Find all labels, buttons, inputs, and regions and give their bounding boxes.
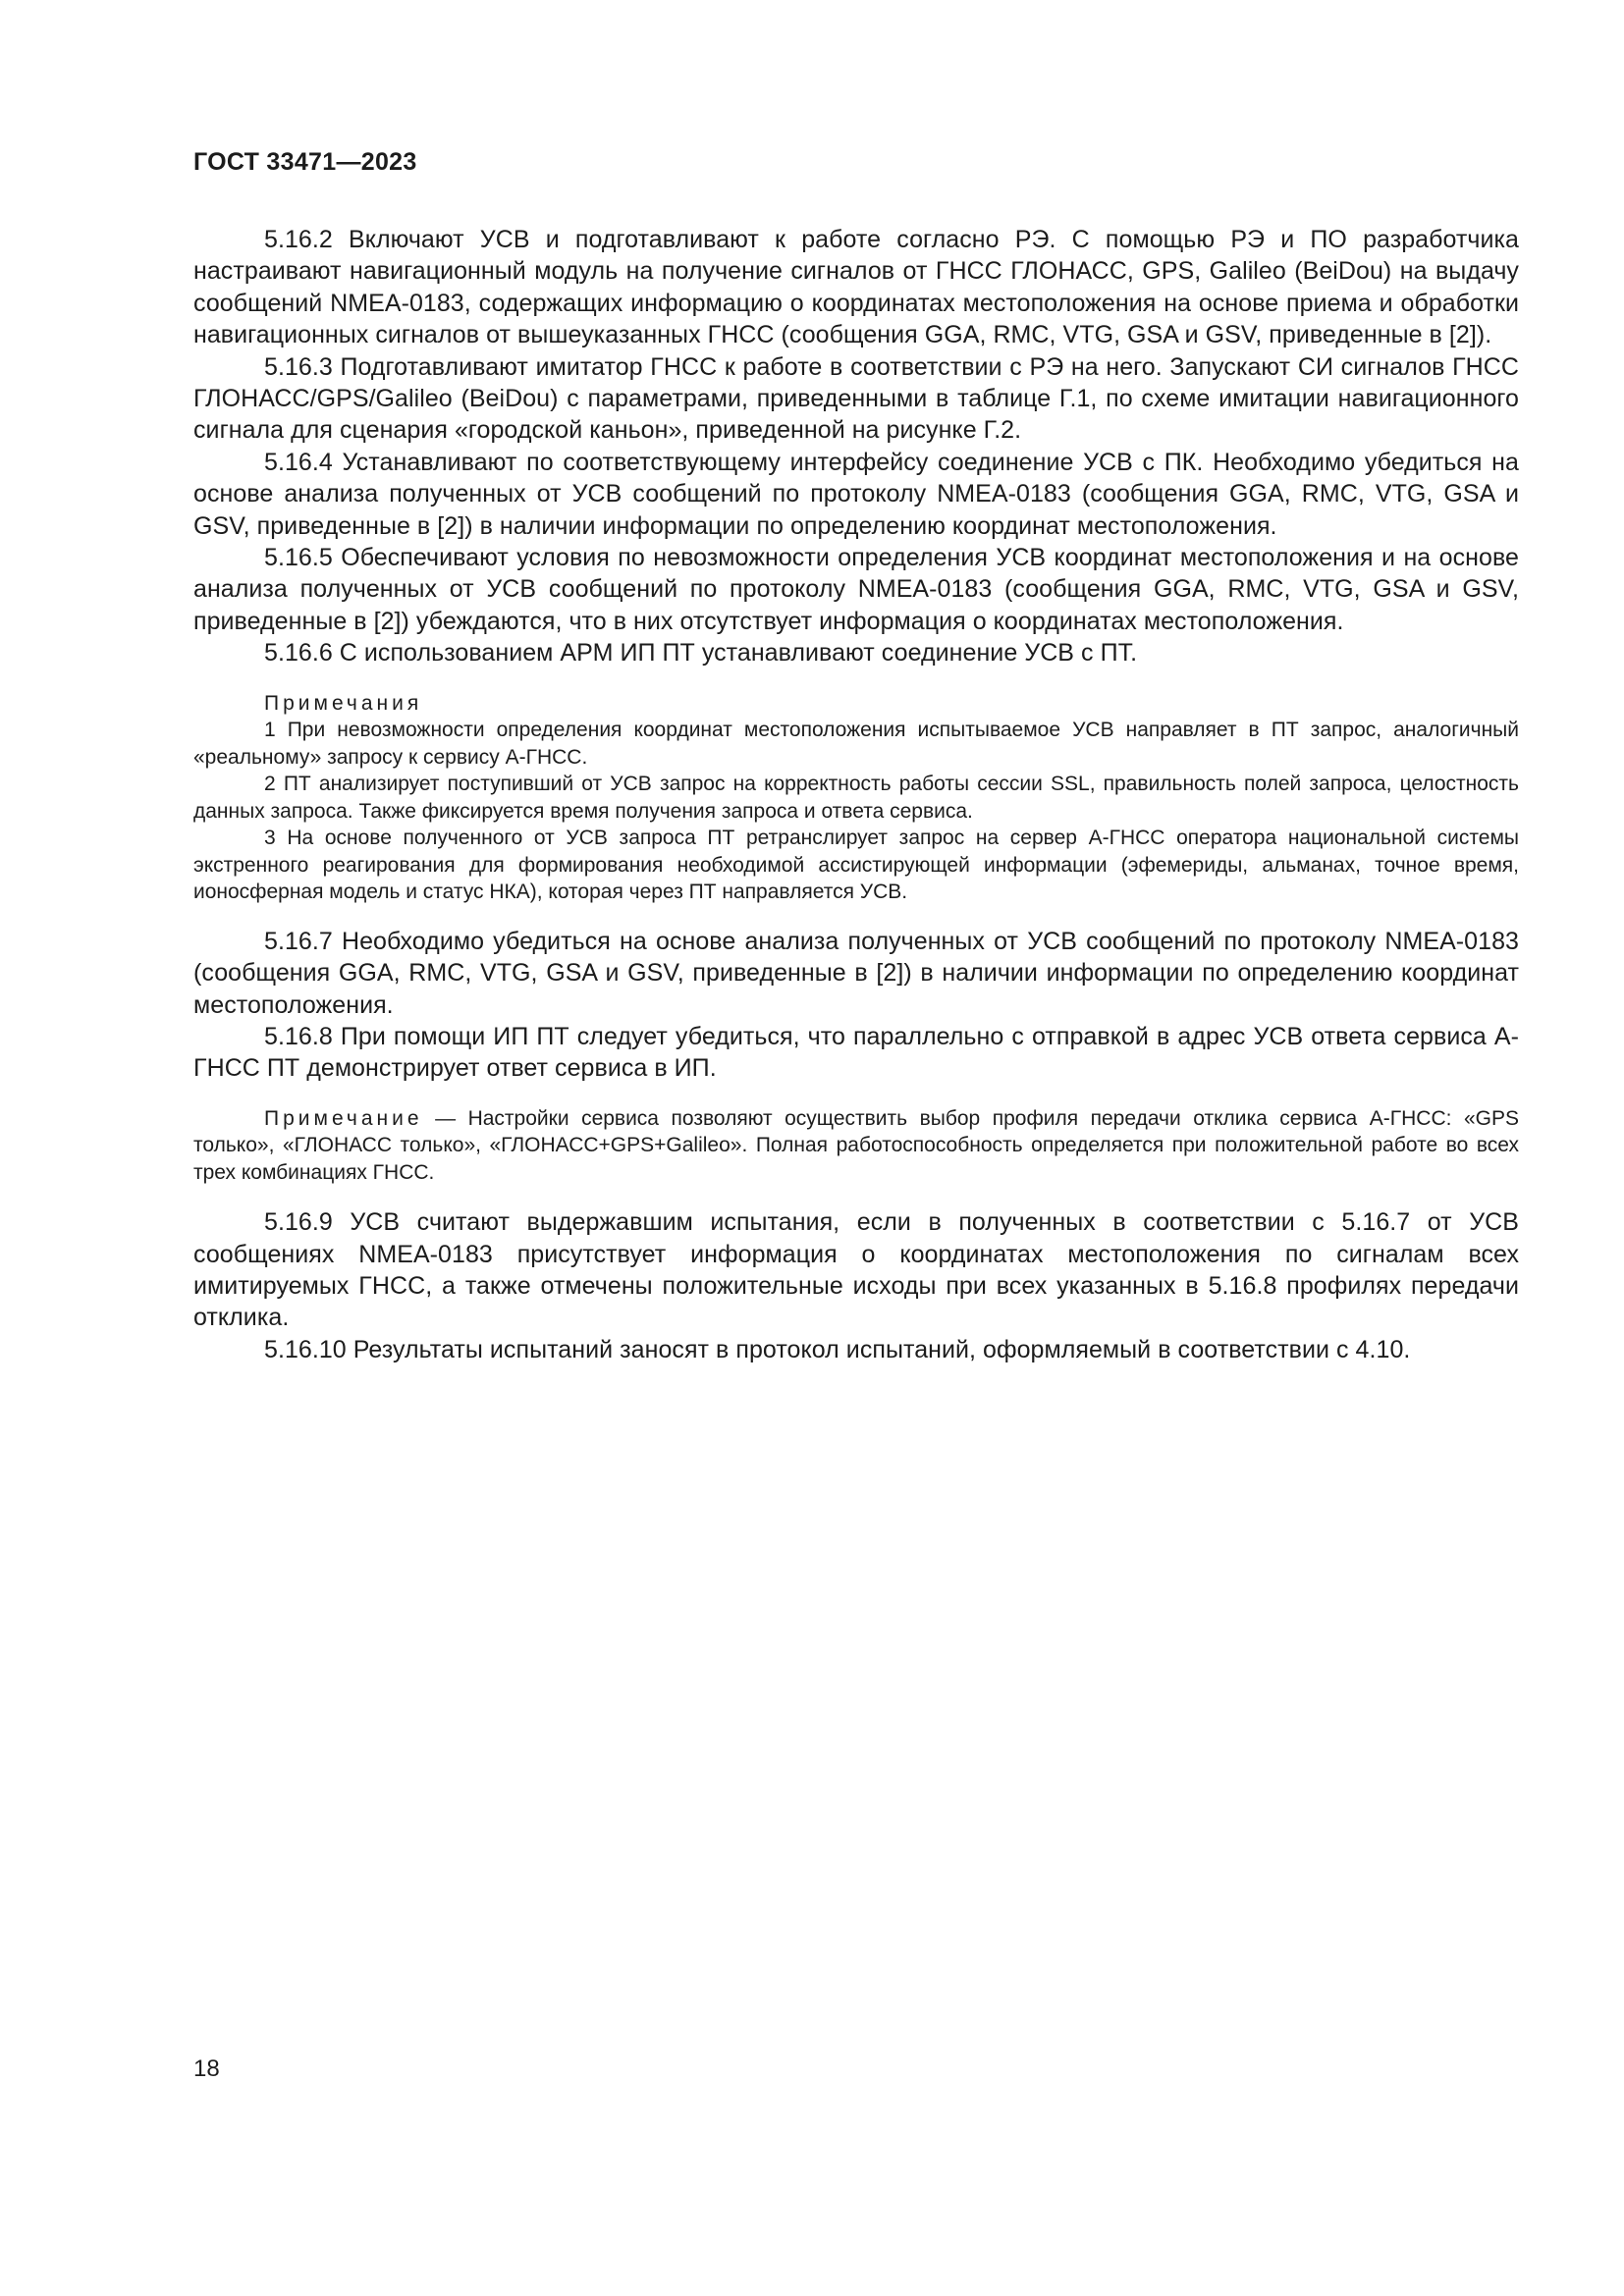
page-number: 18 bbox=[193, 2056, 220, 2082]
paragraph-5-16-8: 5.16.8 При помощи ИП ПТ следует убедиться, что параллельно с отправкой в адрес УСВ ответа сервиса А-ГНСС ПТ демонстрирует ответ сервиса в ИП. bbox=[193, 1022, 1519, 1083]
document-header: ГОСТ 33471—2023 bbox=[193, 148, 417, 176]
single-note-label: Примечание bbox=[264, 1106, 423, 1130]
paragraph-5-16-5: 5.16.5 Обеспечивают условия по невозможности определения УСВ координат местоположения и на основе анализа полученных от УСВ сообщений по протоколу NMEA-0183 (сообщения GGA, RMC, VTG, GSA и GSV, приведенные в [2]) убеждаются, что в них отсутствует информация о координатах местоположения. bbox=[193, 544, 1519, 635]
paragraph-5-16-4: 5.16.4 Устанавливают по соответствующему интерфейсу соединение УСВ с ПК. Необходимо убедиться на основе анализа полученных от УСВ сообщений по протоколу NMEA-0183 (сообщения GGA, RMC, VTG, GSA и GSV, приведенные в [2]) в наличии информации по определению координат местоположения. bbox=[193, 448, 1519, 540]
notes-block bbox=[193, 690, 1519, 906]
note-item-3: 3 На основе полученного от УСВ запроса ПТ ретранслирует запрос на сервер А-ГНСС оператора национальной системы экстренного реагирования для формирования необходимой ассистирующей информации (эфемериды, альманах, точное время, ионосферная модель и статус НКА), которая через ПТ направляется УСВ. bbox=[193, 827, 1519, 904]
paragraph-5-16-2: 5.16.2 Включают УСВ и подготавливают к работе согласно РЭ. С помощью РЭ и ПО разработчика настраивают навигационный модуль на получение сигналов от ГНСС ГЛОНАСС, GPS, Galileo (BeiDou) на выдачу сообщений NMEA-0183, содержащих информацию о координатах местоположения на основе приема и обработки навигационных сигналов от вышеуказанных ГНСС (сообщения GGA, RMC, VTG, GSA и GSV, приведенные в [2]). bbox=[193, 226, 1519, 349]
notes-title: Примечания bbox=[264, 691, 423, 715]
note-item-1: 1 При невозможности определения координат местоположения испытываемое УСВ направляет в ПТ запрос, аналогичный «реальному» запросу к сервису А-ГНСС. bbox=[193, 719, 1519, 769]
single-note-text: — Настройки сервиса позволяют осуществить выбор профиля передачи отклика сервиса А-ГНСС: «GPS только», «ГЛОНАСС только», «ГЛОНАСС+GPS+Galileo». Полная работоспособность определяется при положительной работе во всех трех комбинациях ГНСС. bbox=[193, 1106, 1519, 1184]
paragraph-5-16-7: 5.16.7 Необходимо убедиться на основе анализа полученных от УСВ сообщений по протоколу NMEA-0183 (сообщения GGA, RMC, VTG, GSA и GSV, приведенные в [2]) в наличии информации по определению координат местоположения. bbox=[193, 927, 1519, 1019]
paragraph-5-16-3: 5.16.3 Подготавливают имитатор ГНСС к работе в соответствии с РЭ на него. Запускают СИ сигналов ГНСС ГЛОНАСС/GPS/Galileo (BeiDou) с параметрами, приведенными в таблице Г.1, по схеме имитации навигационного сигнала для сценария «городской каньон», приведенной на рисунке Г.2. bbox=[193, 352, 1519, 445]
paragraph-5-16-9: 5.16.9 УСВ считают выдержавшим испытания, если в полученных в соответствии с 5.16.7 от УСВ сообщениях NMEA-0183 присутствует информация о координатах местоположения по сигналам всех имитируемых ГНСС, а также отмечены положительные исходы при всех указанных в 5.16.8 профилях передачи отклика. bbox=[193, 1208, 1519, 1332]
paragraph-5-16-10: 5.16.10 Результаты испытаний заносят в протокол испытаний, оформляемый в соответствии с 4.10. bbox=[264, 1335, 1411, 1363]
paragraph-5-16-6: 5.16.6 С использованием АРМ ИП ПТ устанавливают соединение УСВ с ПТ. bbox=[264, 639, 1138, 667]
note-item-2: 2 ПТ анализирует поступивший от УСВ запрос на корректность работы сессии SSL, правильность полей запроса, целостность данных запроса. Также фиксируется время получения запроса и ответа сервиса. bbox=[193, 773, 1519, 823]
document-body bbox=[193, 224, 1519, 1365]
single-note bbox=[193, 1105, 1519, 1187]
